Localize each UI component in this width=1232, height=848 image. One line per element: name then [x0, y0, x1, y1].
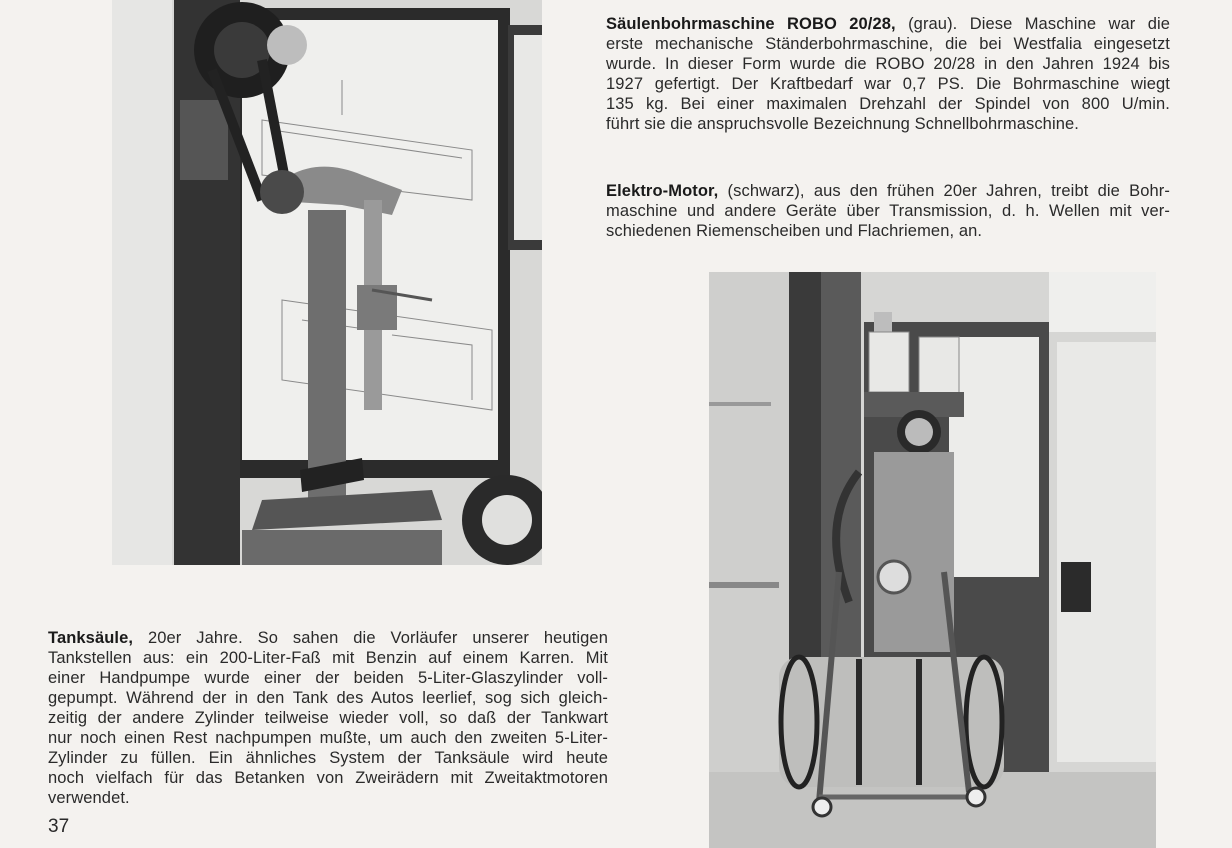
- motor-line-3: schiedenen Riemenscheiben und Flachriemen, an.: [606, 222, 983, 240]
- drill-press-illustration: [112, 0, 542, 565]
- drill-press-line-4: 1927 gefertigt. Der Kraftbedarf war 0,7 PS. Die Bohrmaschine wiegt: [606, 75, 1170, 93]
- pump-line-9: verwendet.: [48, 789, 130, 807]
- pump-line-8: noch vielfach für das Betanken von Zweirädern mit Zweitaktmotoren: [48, 769, 608, 787]
- pump-line-6: nur noch einen Rest nachpumpen mußte, um auch den zweiten 5-Liter-: [48, 729, 608, 747]
- pump-line-7: Zylinder zu füllen. Ein ähnliches System der Tanksäule wird heute: [48, 749, 608, 767]
- pump-line-3: einer Handpumpe wurde einer der beiden 5-Liter-Glaszylinder voll-: [48, 669, 608, 687]
- drill-press-description: [606, 14, 1170, 134]
- motor-line-2: maschine und andere Geräte über Transmission, d. h. Wellen mit ver-: [606, 202, 1170, 220]
- pump-line-1: Tanksäule, 20er Jahre. So sahen die Vorläufer unserer heutigen: [48, 629, 608, 647]
- fuel-pump-illustration: [709, 272, 1156, 848]
- fuel-pump-photo: [709, 272, 1156, 848]
- pump-heading: Tanksäule,: [48, 629, 134, 647]
- pump-line-4: gepumpt. Während der in den Tank des Autos leerlief, sog sich gleich-: [48, 689, 608, 707]
- drill-press-photo: [112, 0, 542, 565]
- drill-press-line-6: führt sie die anspruchsvolle Bezeichnung Schnellbohrmaschine.: [606, 115, 1079, 133]
- drill-press-heading: Säulenbohrmaschine ROBO 20/28,: [606, 15, 896, 33]
- fuel-pump-description: [48, 628, 608, 808]
- drill-press-line-5: 135 kg. Bei einer maximalen Drehzahl der Spindel von 800 U/min.: [606, 95, 1170, 113]
- motor-heading: Elektro-Motor,: [606, 182, 719, 200]
- pump-line-5: zeitig der andere Zylinder teilweise wieder voll, so daß der Tankwart: [48, 709, 608, 727]
- pump-line-2: Tankstellen aus: ein 200-Liter-Faß mit Benzin auf einem Karren. Mit: [48, 649, 608, 667]
- motor-line-1: Elektro-Motor, (schwarz), aus den frühen 20er Jahren, treibt die Bohr-: [606, 182, 1170, 200]
- drill-press-line-1: Säulenbohrmaschine ROBO 20/28, (grau). Diese Maschine war die: [606, 15, 1171, 33]
- drill-press-line-2: erste mechanische Ständerbohrmaschine, die bei Westfalia eingesetzt: [606, 35, 1170, 53]
- drill-press-line-3: wurde. In dieser Form wurde die ROBO 20/28 in den Jahren 1924 bis: [606, 55, 1170, 73]
- page-number: 37: [48, 816, 70, 837]
- electric-motor-description: [606, 181, 1170, 241]
